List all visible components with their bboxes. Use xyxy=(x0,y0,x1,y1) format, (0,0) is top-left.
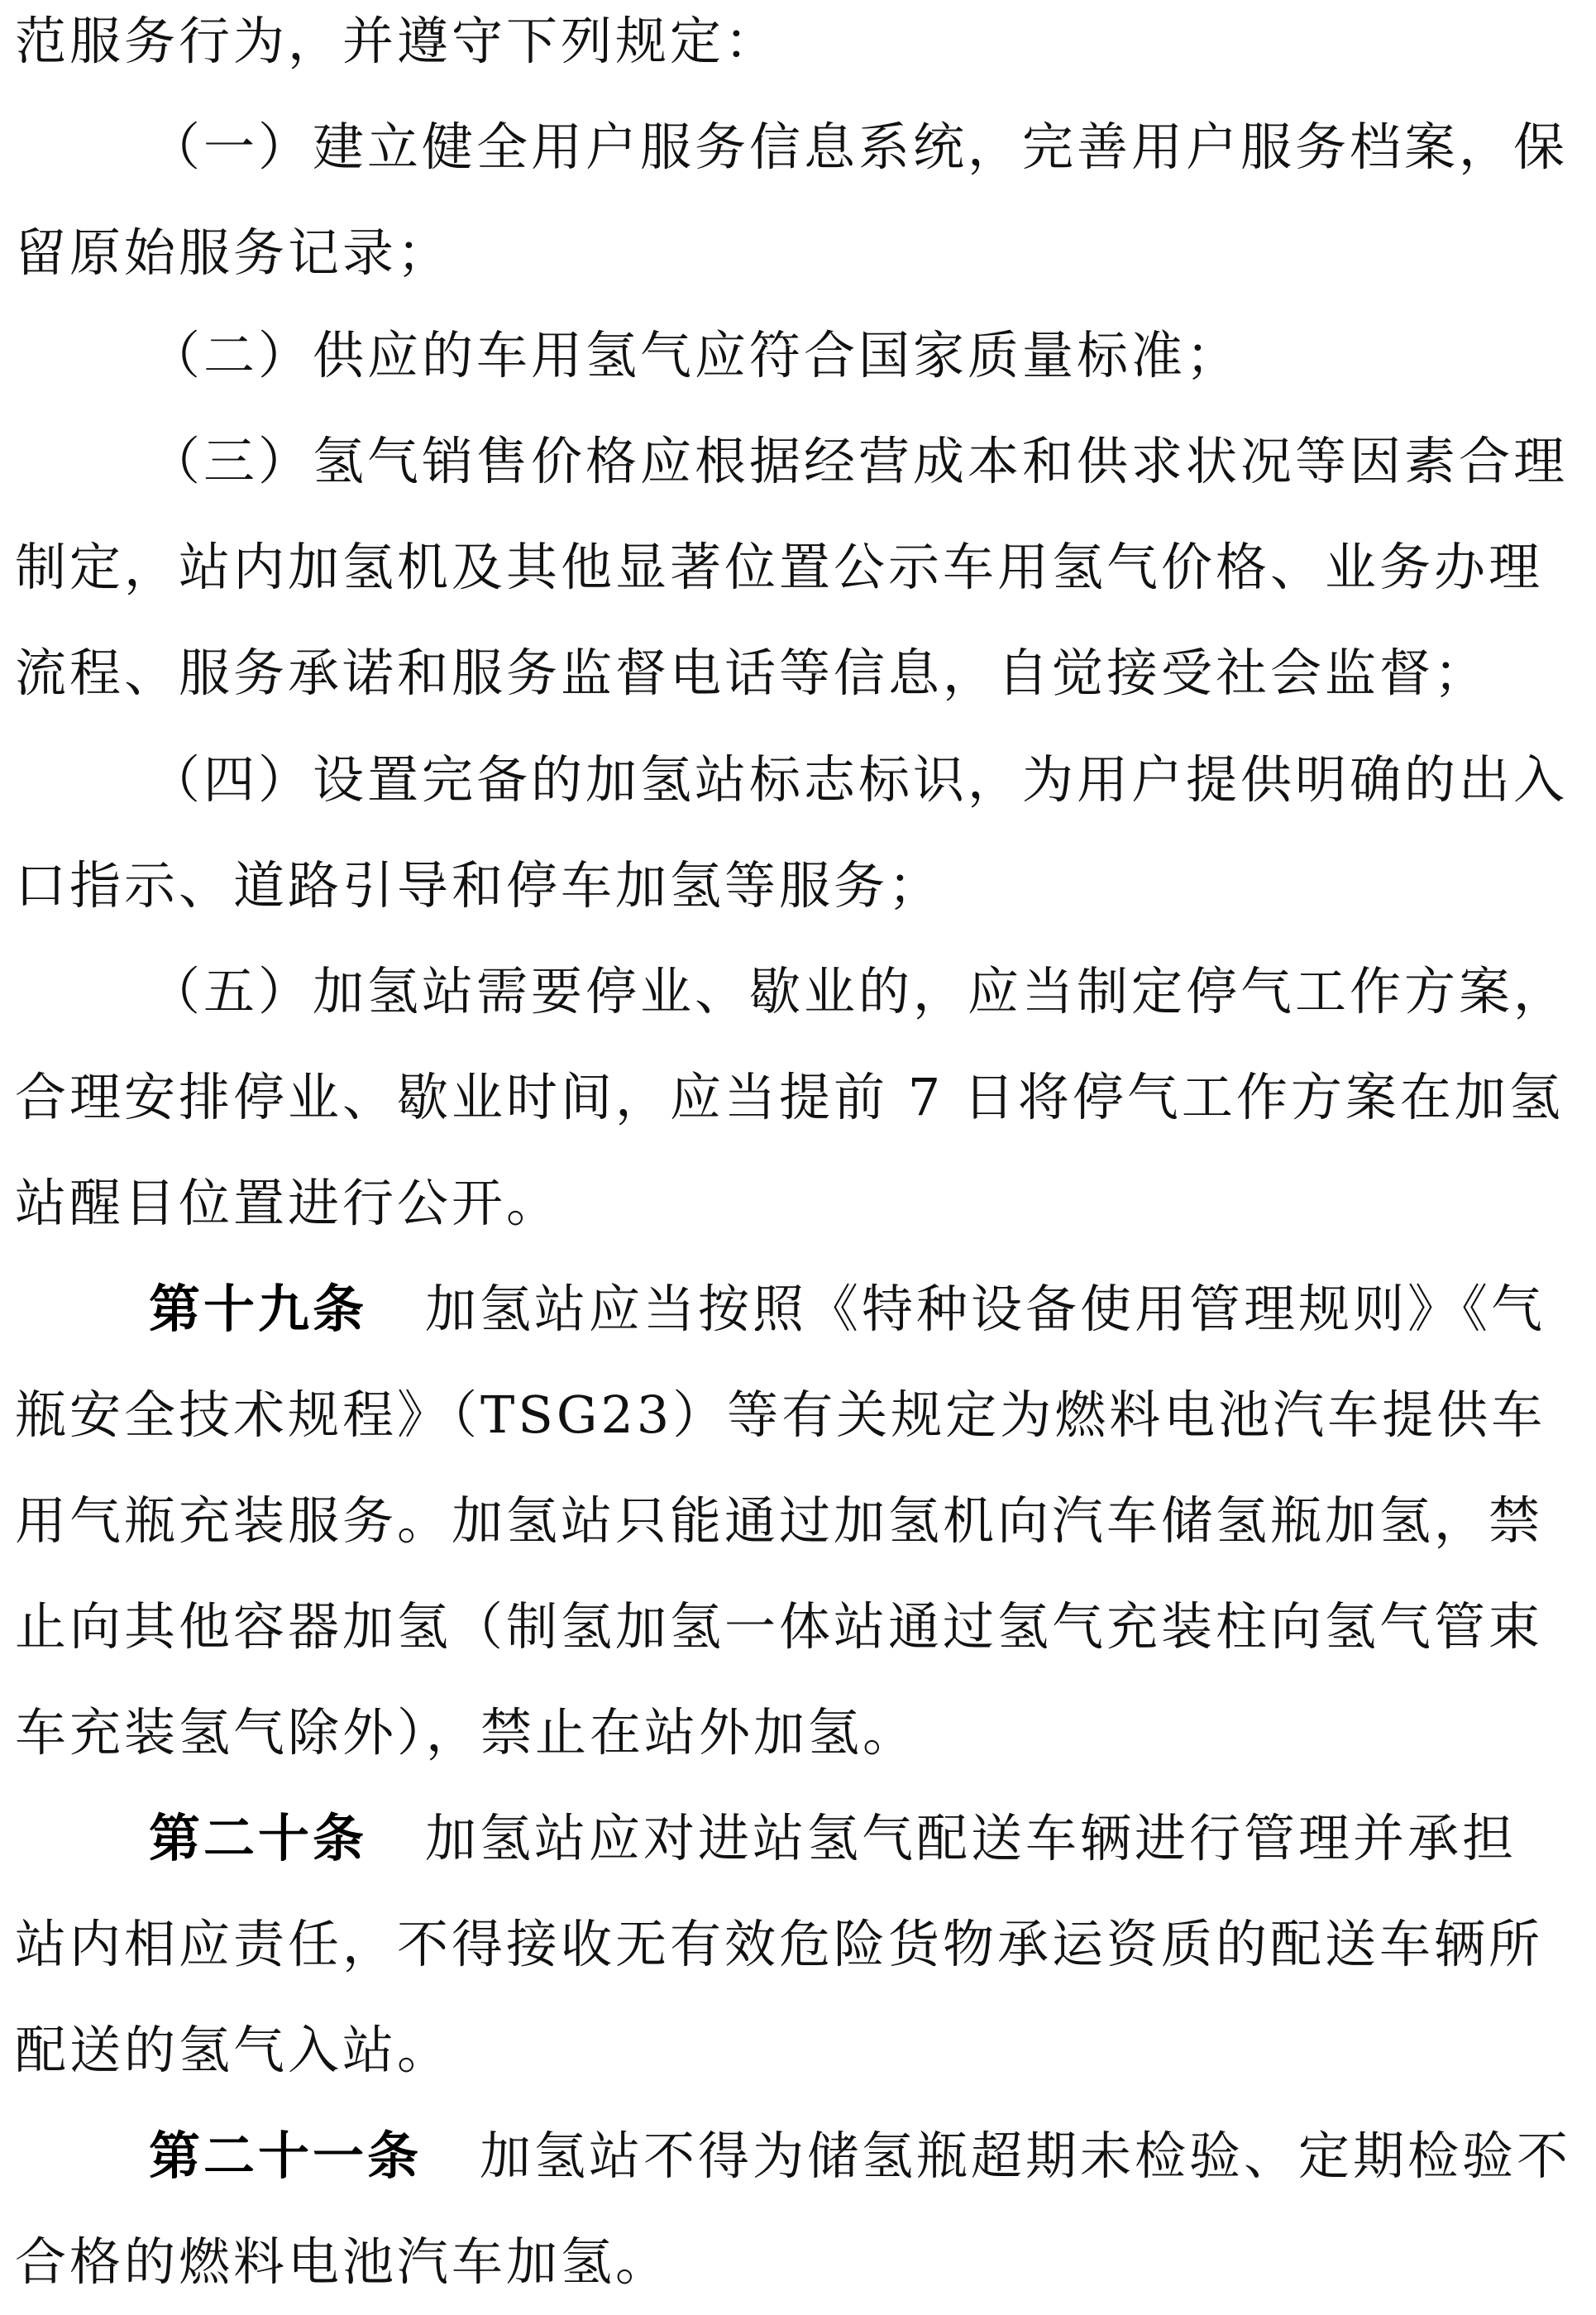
text-line: 合格的燃料电池汽车加氢。 xyxy=(15,2231,671,2292)
article-21-text: 加氢站不得为储氢瓶超期未检验、定期检验不 xyxy=(480,2126,1572,2186)
article-20-text: 加氢站应对进站氢气配送车辆进行管理并承担 xyxy=(425,1808,1517,1868)
text-line: 范服务行为，并遵守下列规定： xyxy=(15,11,780,71)
article-20-first-line xyxy=(149,1786,1588,1892)
text-line: 车充装氢气除外），禁止在站外加氢。 xyxy=(15,1702,918,1763)
text-line: （五）加氢站需要停业、歇业的，应当制定停气工作方案， xyxy=(149,961,1569,1021)
article-21-first-line xyxy=(149,2103,1588,2209)
text-line: （四）设置完备的加氢站标志标识，为用户提供明确的出入 xyxy=(149,749,1569,810)
text-line: 制定，站内加氢机及其他显著位置公示车用氢气价格、业务办理 xyxy=(15,537,1544,597)
text-line: （二）供应的车用氢气应符合国家质量标准； xyxy=(149,325,1241,385)
article-19-first-line xyxy=(149,1256,1588,1362)
article-19-heading: 第十九条 xyxy=(149,1279,368,1339)
article-19-text: 加氢站应当按照《特种设备使用管理规则》《气 xyxy=(425,1279,1546,1339)
text-line: 止向其他容器加氢（制氢加氢一体站通过氢气充装柱向氢气管束 xyxy=(15,1596,1544,1657)
article-21-heading: 第二十一条 xyxy=(149,2126,423,2186)
text-line: 站醒目位置进行公开。 xyxy=(15,1173,561,1233)
text-line: 站内相应责任，不得接收无有效危险货物承运资质的配送车辆所 xyxy=(15,1914,1544,1974)
text-line: 流程、服务承诺和服务监督电话等信息，自觉接受社会监督； xyxy=(15,643,1489,703)
text-line: 用气瓶充装服务。加氢站只能通过加氢机向汽车储氢瓶加氢，禁 xyxy=(15,1490,1544,1551)
text-line: 合理安排停业、歇业时间，应当提前 7 日将停气工作方案在加氢 xyxy=(15,1067,1564,1127)
text-line: （一）建立健全用户服务信息系统，完善用户服务档案，保 xyxy=(149,117,1569,177)
text-line: 口指示、道路引导和停车加氢等服务； xyxy=(15,855,944,916)
text-line: 瓶安全技术规程》（TSG23）等有关规定为燃料电池汽车提供车 xyxy=(15,1385,1546,1445)
text-line: （三）氢气销售价格应根据经营成本和供求状况等因素合理 xyxy=(149,431,1569,491)
text-line: 留原始服务记录； xyxy=(15,222,452,283)
article-20-heading: 第二十条 xyxy=(149,1808,368,1868)
text-line: 配送的氢气入站。 xyxy=(15,2020,452,2080)
